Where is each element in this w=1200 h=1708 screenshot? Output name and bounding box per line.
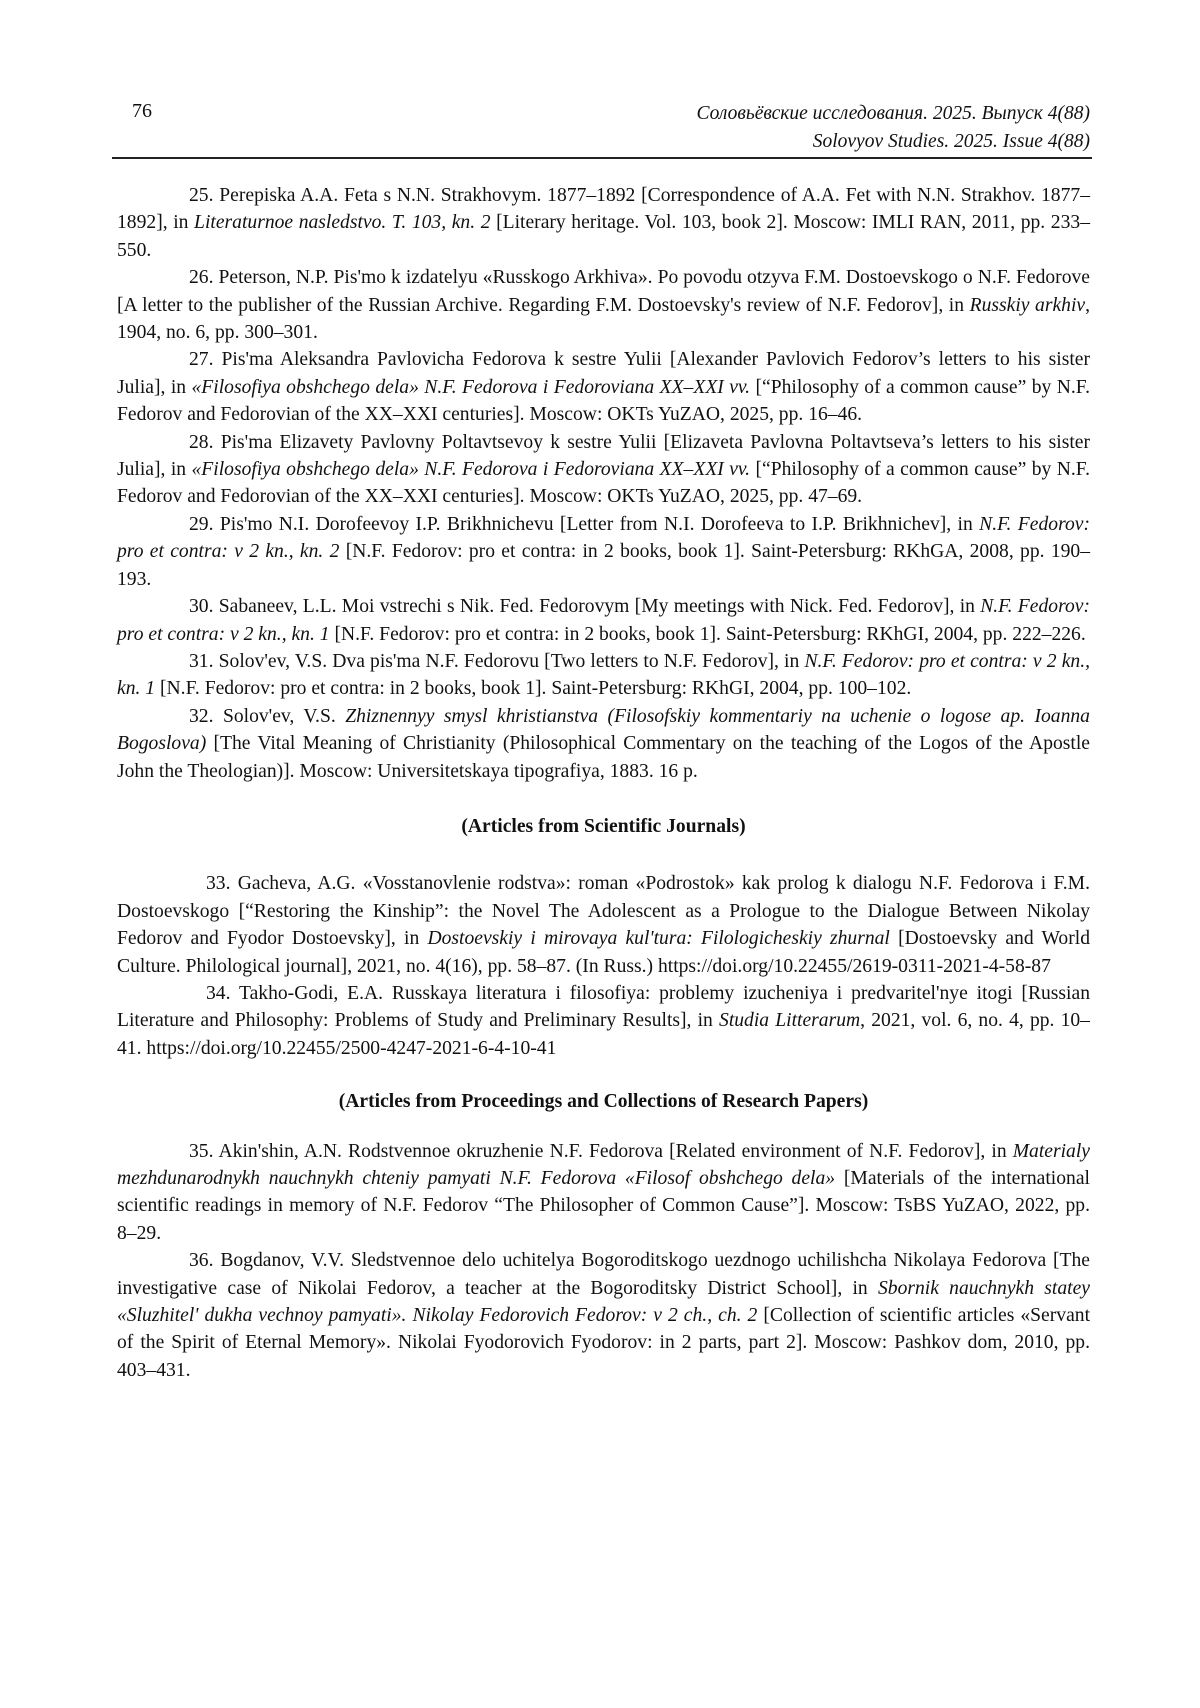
reference-30: 30. Sabaneev, L.L. Moi vstrechi s Nik. Fed. Fedorovym [My meetings with Nick. Fed. Fedorov], in N.F. Fedorov: pro et contra: v 2 kn., kn. 1 [N.F. Fedorov: pro et contra: in 2 books, book 1]. Saint-Petersburg: RKhGI, 2004, pp. 222–226. [117, 596, 1090, 645]
reference-29: 29. Pis'mo N.I. Dorofeevoy I.P. Brikhnichevu [Letter from N.I. Dorofeeva to I.P. Brikhnichev], in N.F. Fedorov: pro et contra: v 2 kn., kn. 2 [N.F. Fedorov: pro et contra: in 2 books, book 1]. Saint-Petersburg: RKhGA, 2008, pp. 190–193. [117, 513, 1091, 590]
reference-32: 32. Solov'ev, V.S. Zhiznennyy smysl khristianstva (Filosofskiy kommentariy na uchenie o logose ap. Ioanna Bogoslova) [The Vital Meaning of Christianity (Philosophical Commentary on the teaching of the Logos of the Apostle John the Theologian)]. Moscow: Universitetskaya tipografiya, 1883. 16 p. [117, 705, 1090, 782]
page-number: 76 [132, 100, 152, 122]
reference-31: 31. Solov'ev, V.S. Dva pis'ma N.F. Fedorovu [Two letters to N.F. Fedorov], in N.F. Fedorov: pro et contra: v 2 kn., kn. 1 [N.F. Fedorov: pro et contra: in 2 books, book 1]. Saint-Petersburg: RKhGI, 2004, pp. 100–102. [117, 650, 1090, 700]
header-rule [112, 157, 1092, 159]
journal-title-ru: Соловьёвские исследования. 2025. Выпуск 4(88) [696, 103, 1090, 124]
running-header [697, 100, 1090, 156]
references-list [117, 182, 1090, 1384]
reference-25: 25. Perepiska A.A. Feta s N.N. Strakhovym. 1877–1892 [Correspondence of A.A. Fet with N.N. Strakhov. 1877–1892], in Literaturnoe nasledstvo. T. 103, kn. 2 [Literary heritage. Vol. 103, book 2]. Moscow: IMLI RAN, 2011, pp. 233–550. [117, 185, 1090, 261]
page-header [118, 100, 1090, 160]
reference-27: 27. Pis'ma Aleksandra Pavlovicha Fedorova k sestre Yulii [Alexander Pavlovich Fedorov’s letters to his sister Julia], in «Filosofiya obshchego dela» N.F. Fedorova i Fedoroviana XX–XXI vv. [“Philosophy of a common cause” by N.F. Fedorov and Fedorovian of the XX–XXI centuries]. Moscow: OKTs YuZAO, 2025, pp. 16–46. [117, 349, 1090, 426]
journal-title-en: Solovyov Studies. 2025. Issue 4(88) [812, 131, 1090, 152]
reference-36: 36. Bogdanov, V.V. Sledstvennoe delo uchitelya Bogoroditskogo uezdnogo uchilishcha Nikolaya Fedorova [The investigative case of Nikolai Fedorov, a teacher at the Bogoroditsky District School], in Sbornik nauchnykh statey «Sluzhitel' dukha vechnoy pamyati». Nikolay Fedorovich Fedorov: v 2 ch., ch. 2 [Collection of scientific articles «Servant of the Spirit of Eternal Memory». Nikolai Fyodorovich Fyodorov: in 2 parts, part 2]. Moscow: Pashkov dom, 2010, pp. 403–431. [117, 1250, 1091, 1381]
reference-26: 26. Peterson, N.P. Pis'mo k izdatelyu «Russkogo Arkhiva». Po povodu otzyva F.M. Dostoevskogo o N.F. Fedorove [A letter to the publisher of the Russian Archive. Regarding F.M. Dostoevsky's review of N.F. Fedorov], in Russkiy arkhiv, 1904, no. 6, pp. 300–301. [117, 267, 1090, 344]
reference-35: 35. Akin'shin, A.N. Rodstvennoe okruzhenie N.F. Fedorova [Related environment of N.F. Fedorov], in Materialy mezhdunarodnykh nauchnykh chteniy pamyati N.F. Fedorova «Filosof obshchego dela» [Materials of the international scientific readings in memory of N.F. Fedorov “The Philosopher of Common Cause”]. Moscow: TsBS YuZAO, 2022, pp. 8–29. [117, 1140, 1090, 1244]
reference-33: 33. Gacheva, A.G. «Vosstanovlenie rodstva»: roman «Podrostok» kak prolog k dialogu N.F. Fedorova i F.M. Dostoevskogo [“Restoring the Kinship”: the Novel The Adolescent as a Prologue to the Dialogue Between Nikolay Fedorov and Fyodor Dostoevsky], in Dostoevskiy i mirovaya kul'tura: Filologicheskiy zhurnal [Dostoevsky and World Culture. Philological journal], 2021, no. 4(16), pp. 58–87. (In Russ.) https://doi.org/10.22455/2619-0311-2021-4-58-87 [117, 873, 1090, 977]
reference-34: 34. Takho-Godi, E.A. Russkaya literatura i filosofiya: problemy izucheniya i predvaritel'nye itogi [Russian Literature and Philosophy: Problems of Study and Preliminary Results], in Studia Litterarum, 2021, vol. 6, no. 4, pp. 10–41. https://doi.org/10.22455/2500-4247-2021-6-4-10-41 [117, 982, 1090, 1059]
section-heading-proceedings: (Articles from Proceedings and Collections of Research Papers) [338, 1091, 869, 1113]
section-heading-journals: (Articles from Scientific Journals) [461, 815, 746, 837]
reference-28: 28. Pis'ma Elizavety Pavlovny Poltavtsevoy k sestre Yulii [Elizaveta Pavlovna Poltavtseva’s letters to his sister Julia], in «Filosofiya obshchego dela» N.F. Fedorova i Fedoroviana XX–XXI vv. [“Philosophy of a common cause” by N.F. Fedorov and Fedorovian of the XX–XXI centuries]. Moscow: OKTs YuZAO, 2025, pp. 47–69. [117, 431, 1090, 508]
